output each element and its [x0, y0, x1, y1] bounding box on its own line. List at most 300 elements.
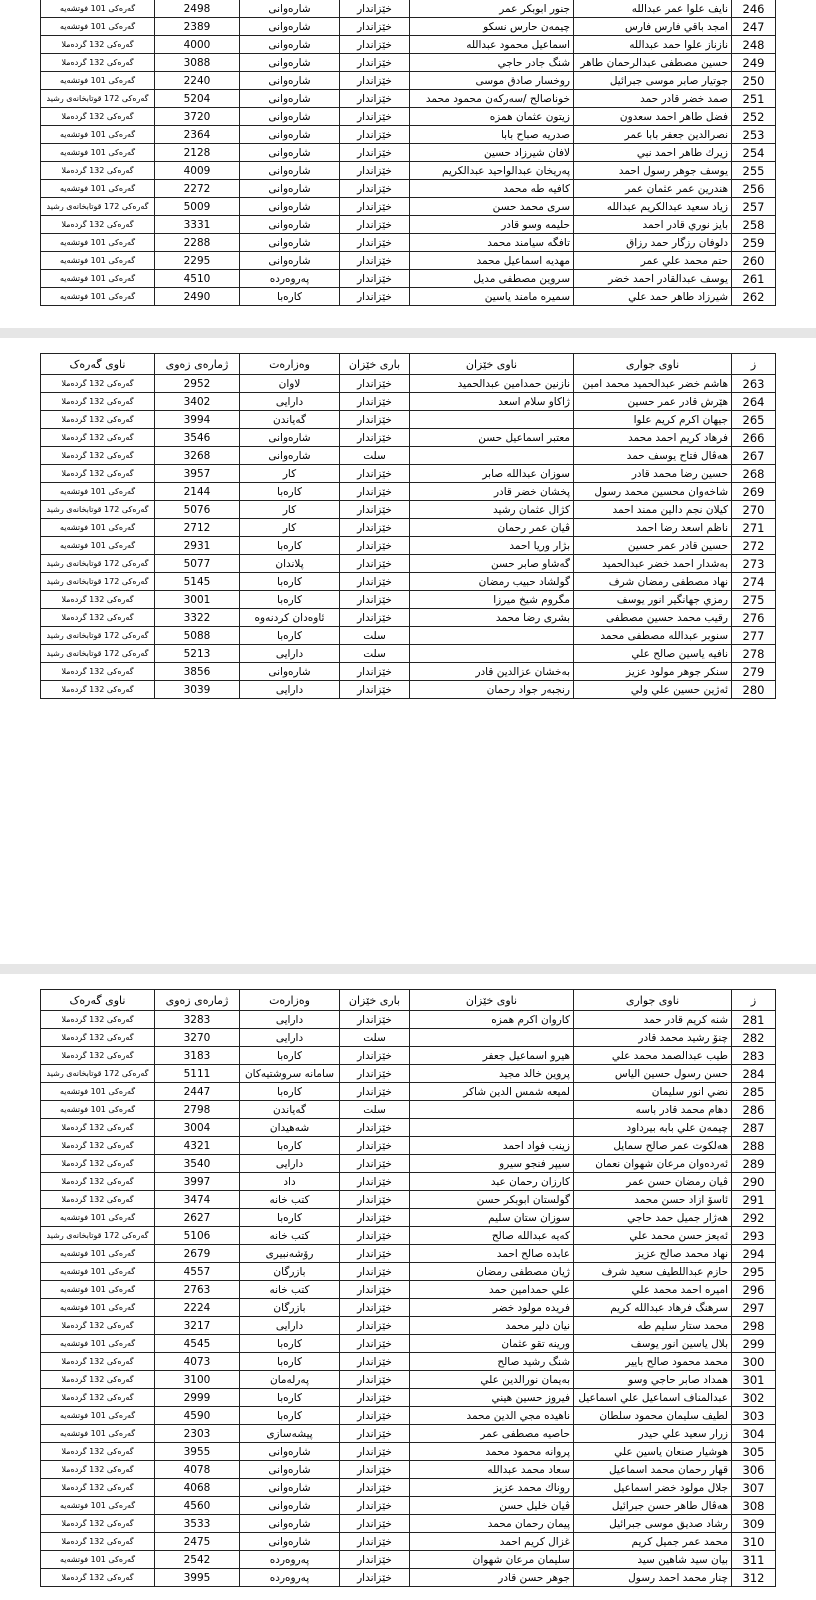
cell-name: حسين رضا محمد قادر	[574, 465, 732, 483]
cell-ministry: دارایی	[240, 645, 340, 663]
cell-number: 283	[732, 1047, 776, 1065]
table-row	[41, 1173, 776, 1191]
cell-count: 5088	[155, 627, 240, 645]
cell-status: خێزاندار	[340, 1425, 410, 1443]
cell-status: خێزاندار	[340, 72, 410, 90]
cell-status: خێزاندار	[340, 1065, 410, 1083]
cell-count: 2798	[155, 1101, 240, 1119]
cell-guardian-name: كافيه طه محمد	[410, 180, 574, 198]
header-group: ناوی گەرەک	[41, 990, 155, 1011]
cell-status: خێزاندار	[340, 1299, 410, 1317]
cell-guardian-name: بشرى رضا محمد	[410, 609, 574, 627]
cell-ministry: بازرگان	[240, 1263, 340, 1281]
cell-count: 5077	[155, 555, 240, 573]
cell-name: هەژار جميل حمد حاجي	[574, 1209, 732, 1227]
cell-number: 302	[732, 1389, 776, 1407]
table-row	[41, 0, 776, 18]
cell-guardian-name: غزال كريم احمد	[410, 1533, 574, 1551]
cell-group: گەرەکی 132 گردەملا	[41, 411, 155, 429]
cell-status: خێزاندار	[340, 1407, 410, 1425]
cell-count: 3856	[155, 663, 240, 681]
header-row	[41, 354, 776, 375]
cell-status: خێزاندار	[340, 663, 410, 681]
cell-count: 4557	[155, 1263, 240, 1281]
cell-name: فرهاد كريم احمد محمد	[574, 429, 732, 447]
cell-group: گەرەکی 101 فوتشەیە	[41, 1425, 155, 1443]
cell-name: هاشم خضر عبدالحميد محمد امين	[574, 375, 732, 393]
cell-guardian-name: نيان دلير محمد	[410, 1317, 574, 1335]
cell-group: گەرەکی 132 گردەملا	[41, 1533, 155, 1551]
records-table-1	[40, 0, 776, 306]
cell-status: خێزاندار	[340, 1353, 410, 1371]
cell-ministry: کار	[240, 519, 340, 537]
cell-guardian-name: سيپر فنجو سيرو	[410, 1155, 574, 1173]
cell-number: 298	[732, 1317, 776, 1335]
cell-status: سلت	[340, 645, 410, 663]
table-row	[41, 1443, 776, 1461]
cell-guardian-name: سوزان عبدالله صابر	[410, 465, 574, 483]
cell-count: 5106	[155, 1227, 240, 1245]
cell-ministry: کارەبا	[240, 1389, 340, 1407]
cell-ministry: شارەوانی	[240, 1515, 340, 1533]
cell-guardian-name	[410, 645, 574, 663]
cell-name: ئەژين حسين علي ولي	[574, 681, 732, 699]
cell-ministry: کارەبا	[240, 483, 340, 501]
table-row	[41, 1425, 776, 1443]
cell-number: 284	[732, 1065, 776, 1083]
cell-guardian-name	[410, 411, 574, 429]
cell-group: گەرەکی 132 گردەملا	[41, 429, 155, 447]
cell-guardian-name: سعاد محمد عبدالله	[410, 1461, 574, 1479]
cell-count: 3039	[155, 681, 240, 699]
cell-group: گەرەکی 101 فوتشەیە	[41, 519, 155, 537]
table-row	[41, 1299, 776, 1317]
cell-ministry: کارەبا	[240, 627, 340, 645]
cell-status: خێزاندار	[340, 681, 410, 699]
cell-group: گەرەکی 172 قوتابخانەی رشید	[41, 645, 155, 663]
cell-ministry: پلاندان	[240, 555, 340, 573]
cell-ministry: شارەوانی	[240, 429, 340, 447]
cell-status: خێزاندار	[340, 288, 410, 306]
cell-ministry: پەروەردە	[240, 1569, 340, 1587]
cell-status: خێزاندار	[340, 1389, 410, 1407]
cell-ministry: شارەوانی	[240, 144, 340, 162]
cell-group: گەرەکی 101 فوتشەیە	[41, 1551, 155, 1569]
cell-ministry: شارەوانی	[240, 108, 340, 126]
cell-ministry: شارەوانی	[240, 126, 340, 144]
cell-number: 291	[732, 1191, 776, 1209]
cell-number: 293	[732, 1227, 776, 1245]
table-row	[41, 1515, 776, 1533]
cell-name: حسين قادر عمر حسين	[574, 537, 732, 555]
cell-name: شيرزاد طاهر حمد علي	[574, 288, 732, 306]
cell-count: 2763	[155, 1281, 240, 1299]
cell-name: محمد عمر جميل كريم	[574, 1533, 732, 1551]
cell-count: 3322	[155, 609, 240, 627]
cell-status: خێزاندار	[340, 555, 410, 573]
cell-name: نهاد محمد صالح عزيز	[574, 1245, 732, 1263]
cell-name: دهام محمد قادر باسه	[574, 1101, 732, 1119]
table-row	[41, 288, 776, 306]
table-row	[41, 162, 776, 180]
cell-status: خێزاندار	[340, 1479, 410, 1497]
cell-ministry: داد	[240, 1173, 340, 1191]
header-ministry: وەزارەت	[240, 990, 340, 1011]
cell-status: خێزاندار	[340, 483, 410, 501]
header-num: ز	[732, 990, 776, 1011]
cell-count: 5145	[155, 573, 240, 591]
cell-status: خێزاندار	[340, 270, 410, 288]
cell-group: گەرەکی 101 فوتشەیە	[41, 252, 155, 270]
cell-number: 307	[732, 1479, 776, 1497]
cell-guardian-name: خوناصالح /سەرکەن محمود محمد	[410, 90, 574, 108]
cell-name: هەڤال فتاح يوسف حمد	[574, 447, 732, 465]
cell-group: گەرەکی 101 فوتشەیە	[41, 234, 155, 252]
cell-name: نضي انور سليمان	[574, 1083, 732, 1101]
cell-name: نصرالدين جعفر بابا عمر	[574, 126, 732, 144]
cell-status: خێزاندار	[340, 54, 410, 72]
cell-number: 279	[732, 663, 776, 681]
cell-number: 280	[732, 681, 776, 699]
cell-number: 246	[732, 0, 776, 18]
cell-group: گەرەکی 101 فوتشەیە	[41, 0, 155, 18]
cell-count: 2303	[155, 1425, 240, 1443]
cell-guardian-name: كەيه عبدالله صالح	[410, 1227, 574, 1245]
cell-name: صمد خضر قادر حمد	[574, 90, 732, 108]
cell-status: خێزاندار	[340, 1443, 410, 1461]
table-row	[41, 501, 776, 519]
cell-ministry: شارەوانی	[240, 0, 340, 18]
cell-group: گەرەکی 132 گردەملا	[41, 1011, 155, 1029]
table-row	[41, 1209, 776, 1227]
cell-group: گەرەکی 101 فوتشەیە	[41, 1083, 155, 1101]
table-row	[41, 126, 776, 144]
header-guardian: ناوی خێزان	[410, 354, 574, 375]
cell-number: 288	[732, 1137, 776, 1155]
header-ministry: وەزارەت	[240, 354, 340, 375]
cell-ministry: شارەوانی	[240, 1443, 340, 1461]
cell-group: گەرەکی 132 گردەملا	[41, 1353, 155, 1371]
table-row	[41, 216, 776, 234]
header-group: ناوی گەرەک	[41, 354, 155, 375]
cell-guardian-name: پخشان خضر قادر	[410, 483, 574, 501]
cell-number: 266	[732, 429, 776, 447]
cell-count: 3474	[155, 1191, 240, 1209]
cell-status: خێزاندار	[340, 1371, 410, 1389]
cell-name: هەلکوت عمر صالح سمايل	[574, 1137, 732, 1155]
cell-group: گەرەکی 132 گردەملا	[41, 1119, 155, 1137]
cell-number: 296	[732, 1281, 776, 1299]
cell-count: 2952	[155, 375, 240, 393]
cell-ministry: سامانە سروشتیەکان	[240, 1065, 340, 1083]
cell-name: حسين مصطفى عبدالرحمان طاهر	[574, 54, 732, 72]
cell-count: 2498	[155, 0, 240, 18]
cell-count: 2447	[155, 1083, 240, 1101]
cell-name: اميره احمد محمد علي	[574, 1281, 732, 1299]
cell-name: نافيه ياسين صالح علي	[574, 645, 732, 663]
cell-group: گەرەکی 172 قوتابخانەی رشید	[41, 1227, 155, 1245]
cell-name: رمزي جهانگير انور يوسف	[574, 591, 732, 609]
cell-number: 308	[732, 1497, 776, 1515]
table-row	[41, 555, 776, 573]
cell-status: سلت	[340, 1029, 410, 1047]
cell-count: 4590	[155, 1407, 240, 1425]
table-row	[41, 645, 776, 663]
cell-status: خێزاندار	[340, 198, 410, 216]
cell-guardian-name: جنور ابوبكر عمر	[410, 0, 574, 18]
cell-number: 281	[732, 1011, 776, 1029]
cell-guardian-name: روناك محمد عزيز	[410, 1479, 574, 1497]
table-row	[41, 609, 776, 627]
cell-ministry: شەهیدان	[240, 1119, 340, 1137]
table-row	[41, 180, 776, 198]
cell-count: 3100	[155, 1371, 240, 1389]
cell-name: طيب عبدالصمد محمد علي	[574, 1047, 732, 1065]
cell-number: 276	[732, 609, 776, 627]
cell-number: 270	[732, 501, 776, 519]
cell-count: 4321	[155, 1137, 240, 1155]
cell-group: گەرەکی 172 قوتابخانەی رشید	[41, 627, 155, 645]
table-row	[41, 1101, 776, 1119]
table-row	[41, 1083, 776, 1101]
cell-status: خێزاندار	[340, 126, 410, 144]
cell-ministry: کارەبا	[240, 1335, 340, 1353]
cell-group: گەرەکی 172 قوتابخانەی رشید	[41, 1065, 155, 1083]
table-row	[41, 393, 776, 411]
cell-status: خێزاندار	[340, 1191, 410, 1209]
cell-count: 3217	[155, 1317, 240, 1335]
cell-status: خێزاندار	[340, 234, 410, 252]
cell-guardian-name: كارزان رحمان عبد	[410, 1173, 574, 1191]
cell-number: 263	[732, 375, 776, 393]
cell-number: 292	[732, 1209, 776, 1227]
cell-ministry: شارەوانی	[240, 36, 340, 54]
cell-group: گەرەکی 101 فوتشەیە	[41, 144, 155, 162]
table-row	[41, 144, 776, 162]
table-row	[41, 663, 776, 681]
cell-group: گەرەکی 101 فوتشەیە	[41, 1281, 155, 1299]
cell-guardian-name	[410, 1101, 574, 1119]
cell-count: 3540	[155, 1155, 240, 1173]
cell-group: گەرەکی 132 گردەملا	[41, 1317, 155, 1335]
cell-ministry: شارەوانی	[240, 54, 340, 72]
cell-group: گەرەکی 132 گردەملا	[41, 1173, 155, 1191]
cell-name: محمد محمود صالح بايير	[574, 1353, 732, 1371]
cell-status: خێزاندار	[340, 108, 410, 126]
cell-status: خێزاندار	[340, 18, 410, 36]
cell-count: 3268	[155, 447, 240, 465]
cell-status: خێزاندار	[340, 393, 410, 411]
cell-group: گەرەکی 132 گردەملا	[41, 681, 155, 699]
cell-ministry: دارایی	[240, 1011, 340, 1029]
cell-group: گەرەکی 101 فوتشەیە	[41, 1209, 155, 1227]
cell-number: 300	[732, 1353, 776, 1371]
cell-number: 303	[732, 1407, 776, 1425]
cell-guardian-name: سروين مصطفى مديل	[410, 270, 574, 288]
cell-count: 2475	[155, 1533, 240, 1551]
cell-name: كيلان نجم دالين ممند احمد	[574, 501, 732, 519]
cell-name: حتم محمد علي عمر	[574, 252, 732, 270]
cell-ministry: کتب خانه	[240, 1281, 340, 1299]
table-row	[41, 591, 776, 609]
cell-group: گەرەکی 101 فوتشەیە	[41, 270, 155, 288]
cell-name: سنوبر عبدالله مصطفى محمد	[574, 627, 732, 645]
cell-number: 259	[732, 234, 776, 252]
cell-status: خێزاندار	[340, 1137, 410, 1155]
cell-ministry: کارەبا	[240, 1137, 340, 1155]
cell-status: خێزاندار	[340, 1155, 410, 1173]
cell-group: گەرەکی 132 گردەملا	[41, 36, 155, 54]
cell-ministry: رۆشەنبیری	[240, 1245, 340, 1263]
cell-count: 2295	[155, 252, 240, 270]
cell-guardian-name: كاروان اكرم همزه	[410, 1011, 574, 1029]
cell-name: فضل طاهر احمد سعدون	[574, 108, 732, 126]
cell-status: خێزاندار	[340, 501, 410, 519]
cell-name: شاخەوان محسين محمد رسول	[574, 483, 732, 501]
cell-group: گەرەکی 101 فوتشەیە	[41, 1335, 155, 1353]
cell-group: گەرەکی 101 فوتشەیە	[41, 72, 155, 90]
cell-ministry: کارەبا	[240, 573, 340, 591]
cell-count: 3001	[155, 591, 240, 609]
cell-guardian-name: زينب فواد احمد	[410, 1137, 574, 1155]
cell-status: خێزاندار	[340, 1533, 410, 1551]
cell-guardian-name	[410, 447, 574, 465]
cell-group: گەرەکی 132 گردەملا	[41, 108, 155, 126]
table-row	[41, 1533, 776, 1551]
cell-name: هێرش قادر عمر حسين	[574, 393, 732, 411]
cell-name: بەشدار احمد خضر عبدالحميد	[574, 555, 732, 573]
table-row	[41, 1155, 776, 1173]
cell-status: خێزاندار	[340, 1569, 410, 1587]
cell-count: 2240	[155, 72, 240, 90]
cell-number: 278	[732, 645, 776, 663]
cell-number: 306	[732, 1461, 776, 1479]
cell-status: خێزاندار	[340, 519, 410, 537]
cell-status: خێزاندار	[340, 144, 410, 162]
cell-group: گەرەکی 101 فوتشەیە	[41, 1245, 155, 1263]
cell-number: 287	[732, 1119, 776, 1137]
cell-number: 282	[732, 1029, 776, 1047]
cell-name: جوتيار صابر موسى جبرائيل	[574, 72, 732, 90]
cell-guardian-name: ڤيان عمر رحمان	[410, 519, 574, 537]
cell-guardian-name: حليمه وسو قادر	[410, 216, 574, 234]
cell-number: 251	[732, 90, 776, 108]
cell-ministry: کارەبا	[240, 537, 340, 555]
cell-count: 2224	[155, 1299, 240, 1317]
cell-status: خێزاندار	[340, 591, 410, 609]
cell-guardian-name: صدريه صباح بابا	[410, 126, 574, 144]
cell-group: گەرەکی 172 قوتابخانەی رشید	[41, 198, 155, 216]
cell-count: 4009	[155, 162, 240, 180]
cell-number: 275	[732, 591, 776, 609]
cell-status: خێزاندار	[340, 1083, 410, 1101]
cell-group: گەرەکی 132 گردەملا	[41, 1191, 155, 1209]
cell-status: خێزاندار	[340, 1281, 410, 1299]
cell-ministry: کار	[240, 501, 340, 519]
header-name: ناوی جواری	[574, 354, 732, 375]
cell-group: گەرەکی 132 گردەملا	[41, 216, 155, 234]
cell-count: 2627	[155, 1209, 240, 1227]
cell-group: گەرەکی 101 فوتشەیە	[41, 126, 155, 144]
cell-group: گەرەکی 101 فوتشەیە	[41, 1299, 155, 1317]
cell-count: 4068	[155, 1479, 240, 1497]
table-row	[41, 1371, 776, 1389]
table-row	[41, 1317, 776, 1335]
cell-guardian-name: بژار وريا احمد	[410, 537, 574, 555]
cell-group: گەرەکی 132 گردەملا	[41, 375, 155, 393]
cell-count: 2144	[155, 483, 240, 501]
cell-number: 289	[732, 1155, 776, 1173]
cell-guardian-name: نازنين حمدامين عبدالحميد	[410, 375, 574, 393]
cell-number: 250	[732, 72, 776, 90]
cell-group: گەرەکی 132 گردەملا	[41, 1569, 155, 1587]
cell-ministry: کتب خانه	[240, 1227, 340, 1245]
cell-name: امجد باقي فارس فارس	[574, 18, 732, 36]
table-row	[41, 429, 776, 447]
cell-guardian-name: ناهيده مجي الدين محمد	[410, 1407, 574, 1425]
cell-name: چنار محمد احمد رسول	[574, 1569, 732, 1587]
cell-ministry: کتب خانه	[240, 1191, 340, 1209]
cell-name: چیمەن علي بابه بيرداود	[574, 1119, 732, 1137]
cell-name: جيهان اكرم كريم علوا	[574, 411, 732, 429]
cell-guardian-name: گەشاو صابر حسن	[410, 555, 574, 573]
table-row	[41, 1353, 776, 1371]
cell-count: 3088	[155, 54, 240, 72]
cell-status: خێزاندار	[340, 1011, 410, 1029]
cell-ministry: کارەبا	[240, 1047, 340, 1065]
cell-name: رشاد صديق موسى جبرائيل	[574, 1515, 732, 1533]
cell-number: 310	[732, 1533, 776, 1551]
cell-guardian-name: پروانه محمود محمد	[410, 1443, 574, 1461]
cell-group: گەرەکی 101 فوتشەیە	[41, 1101, 155, 1119]
cell-group: گەرەکی 101 فوتشەیە	[41, 18, 155, 36]
cell-count: 2679	[155, 1245, 240, 1263]
cell-name: نازناز علوا حمد عبدالله	[574, 36, 732, 54]
table-row	[41, 1281, 776, 1299]
cell-status: خێزاندار	[340, 216, 410, 234]
cell-status: خێزاندار	[340, 1245, 410, 1263]
cell-number: 265	[732, 411, 776, 429]
cell-number: 304	[732, 1425, 776, 1443]
cell-count: 3995	[155, 1569, 240, 1587]
cell-status: خێزاندار	[340, 609, 410, 627]
table-row	[41, 1263, 776, 1281]
cell-status: خێزاندار	[340, 1263, 410, 1281]
cell-guardian-name: رنجبەر جواد رحمان	[410, 681, 574, 699]
table-row	[41, 1479, 776, 1497]
cell-count: 3331	[155, 216, 240, 234]
cell-guardian-name: لميعه شمس الدين شاكر	[410, 1083, 574, 1101]
cell-guardian-name: گولشاد حبيب رمضان	[410, 573, 574, 591]
table-row	[41, 1047, 776, 1065]
cell-name: زيرك طاهر احمد نبي	[574, 144, 732, 162]
cell-number: 261	[732, 270, 776, 288]
table-row	[41, 519, 776, 537]
table-row	[41, 18, 776, 36]
cell-number: 257	[732, 198, 776, 216]
cell-status: خێزاندار	[340, 1119, 410, 1137]
cell-status: خێزاندار	[340, 1461, 410, 1479]
table-row	[41, 1029, 776, 1047]
header-status: باری خێزان	[340, 354, 410, 375]
cell-name: ئەيعز حسن محمد علي	[574, 1227, 732, 1245]
cell-count: 3720	[155, 108, 240, 126]
table-row	[41, 198, 776, 216]
cell-count: 3533	[155, 1515, 240, 1533]
cell-ministry: گەیاندن	[240, 411, 340, 429]
cell-group: گەرەکی 132 گردەملا	[41, 465, 155, 483]
table-row	[41, 1245, 776, 1263]
